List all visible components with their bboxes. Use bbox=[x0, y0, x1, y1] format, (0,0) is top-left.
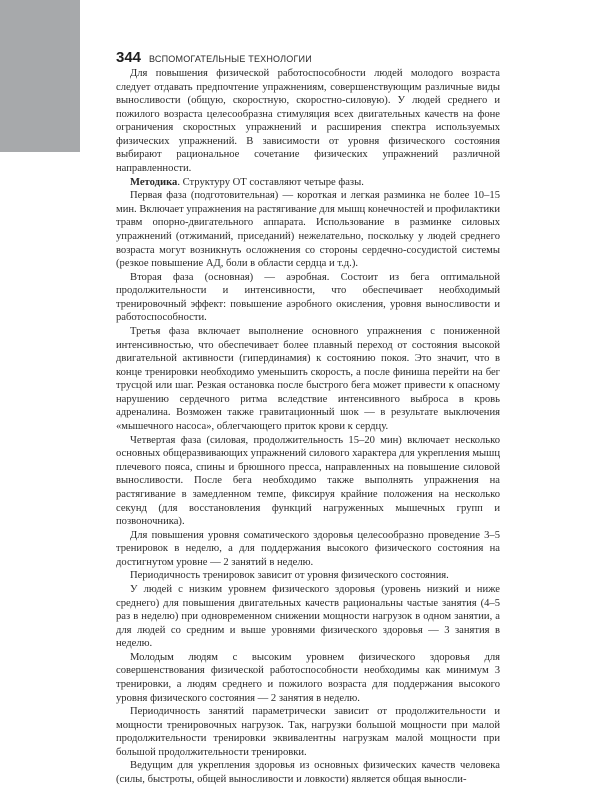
term-methodology: Методика bbox=[130, 176, 178, 188]
paragraph: Четвертая фаза (силовая, продолжительность 15–20 мин) включает несколько основных общеразвивающих упражнений силового характера для укрепления мышц плечевого пояса, спины и брюшного пресса, направленных на повышение силовой выносливости. После бега необходимо также выполнять упражнения на растягивание в замедленном темпе, фиксируя крайние положения на несколько секунд (для восстановления функций нагруженных мышечных групп и позвоночника). bbox=[116, 434, 500, 528]
paragraph: Для повышения физической работоспособности людей молодого возраста следует отдавать предпочтение упражнениям, совершенствующим различные виды выносливости (общую, скоростную, скоростно-силовую). У людей среднего и пожилого возраста целесообразна стимуляция всех двигательных качеств на фоне ограничения скоростных упражнений и расширения спектра используемых физических упражнений. В зависимости от уровня физического состояния выбирают рациональное сочетание физических упражнений различной направленности. bbox=[116, 68, 500, 175]
paragraph: Вторая фаза (основная) — аэробная. Состоит из бега оптимальной продолжительности и интенсивности, что обеспечивает необходимый тренировочный эффект: повышение аэробного окисления, уровня выносливости и работоспособности. bbox=[116, 271, 500, 324]
paragraph: Периодичность тренировок зависит от уровня физического состояния. bbox=[130, 570, 449, 582]
paragraph bbox=[116, 176, 500, 190]
paragraph: Молодым людям с высоким уровнем физического здоровья для совершенствования физической работоспособности необходимы как минимум 3 тренировки, а людям среднего и пожилого возраста для поддержания высокого уровня физического состояния — 2 занятия в неделю. bbox=[116, 651, 500, 704]
paragraph: Периодичность занятий параметрически зависит от продолжительности и мощности тренировочных нагрузок. Так, нагрузки большой мощности при малой продолжительности тренировки эквивалентны нагрузкам малой мощности при большой продолжительности тренировки. bbox=[116, 706, 500, 758]
paragraph: Для повышения уровня соматического здоровья целесообразно проведение 3–5 тренировок в неделю, а для поддержания высокого физического состояния на достигнутом уровне — 2 занятий в неделю. bbox=[116, 529, 500, 568]
body-text bbox=[116, 67, 500, 787]
page-header bbox=[116, 49, 312, 65]
section-label: РАЗДЕЛ V bbox=[87, 35, 96, 76]
page-number: 344 bbox=[116, 49, 142, 66]
running-head: ВСПОМОГАТЕЛЬНЫЕ ТЕХНОЛОГИИ bbox=[149, 54, 312, 64]
paragraph: Первая фаза (подготовительная) — короткая и легкая разминка не более 10–15 мин. Включает упражнения на растягивание для мышц конечностей и профилактики травм опорно-двигательного аппарата. Использование в разминке силовых упражнений (отжиманий, приседаний) нежелательно, поскольку у людей среднего возраста могут возникнуть осложнения со стороны сердечно-сосудистой системы (резкое повышение АД, боли в области сердца и т.д.). bbox=[116, 190, 500, 270]
paragraph-text: . Структуру ОТ составляют четыре фазы. bbox=[177, 176, 364, 188]
paragraph: У людей с низким уровнем физического здоровья (уровень низкий и ниже среднего) для повышения двигательных качеств рациональны частые занятия (4–5 раз в неделю) при одновременном снижении мощности нагрузок в одном занятии, а для людей со средним и выше уровнями физического здоровья — 3 занятия в неделю. bbox=[116, 583, 500, 650]
section-sidebar-tab bbox=[0, 0, 80, 152]
paragraph: Третья фаза включает выполнение основного упражнения с пониженной интенсивностью, что обеспечивает более плавный переход от состояния высокой двигательной активности (гипердинамия) к состоянию покоя. Это значит, что в конце тренировки необходимо уменьшить скорость, а после финиша перейти на бег трусцой или шаг. Резкая остановка после быстрого бега может привести к опасному нарушению сердечного ритма вследствие интенсивного выброса в кровь адреналина. Возможен также гравитационный шок — в результате выключения «мышечного насоса», облегчающего приток крови к сердцу. bbox=[116, 325, 500, 433]
paragraph: Ведущим для укрепления здоровья из основных физических качеств человека (силы, быстроты, общей выносливости и ловкости) является общая выносли- bbox=[116, 760, 500, 786]
